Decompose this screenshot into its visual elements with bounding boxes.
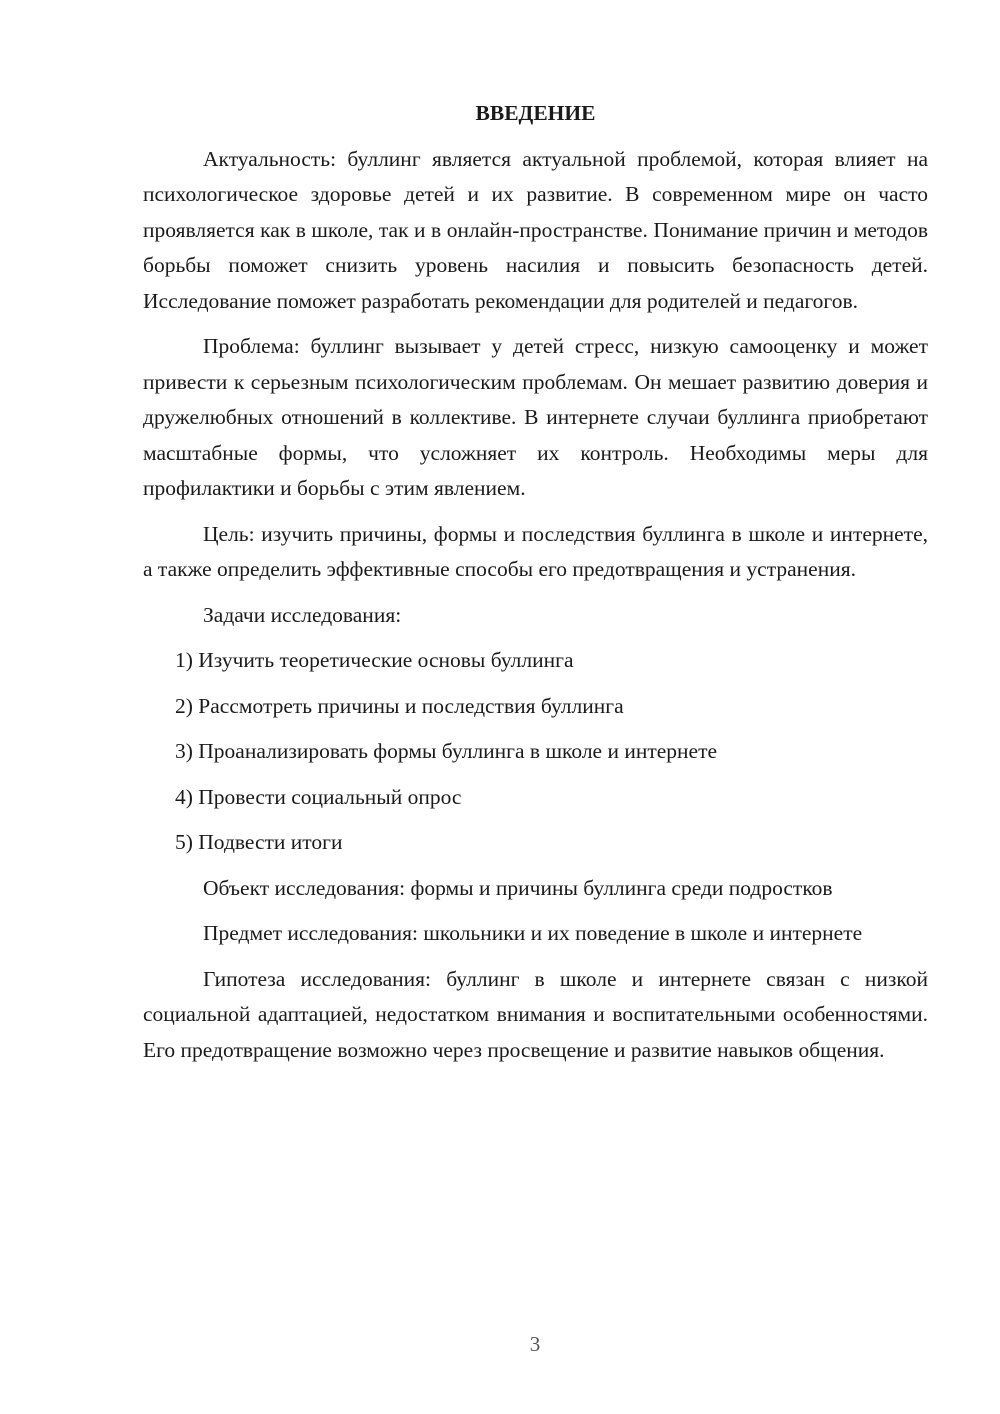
list-item: 5) Подвести итоги	[175, 830, 343, 854]
list-item: 2) Рассмотреть причины и последствия буллинга	[175, 693, 624, 718]
paragraph-subject: Предмет исследования: школьники и их поведение в школе и интернете	[203, 921, 863, 945]
list-item: 4) Провести социальный опрос	[175, 784, 462, 809]
list-item: 1) Изучить теоретические основы буллинга	[175, 648, 574, 672]
paragraph-hypothesis: Гипотеза исследования: буллинг в школе и интернете связан с низкой социальной адаптацией, недостатком внимания и воспитательными особенностями. Его предотвращение возможно через просвещение и развитие навыков общения.	[143, 966, 928, 1062]
page-number: 3	[529, 1332, 541, 1356]
page-title: ВВЕДЕНИЕ	[475, 101, 596, 125]
page-content	[143, 96, 928, 1078]
tasks-list	[143, 643, 928, 861]
paragraph-goal: Цель: изучить причины, формы и последствия буллинга в школе и интернете, а также определить эффективные способы его предотвращения и устранения.	[143, 521, 928, 581]
paragraph-relevance: Актуальность: буллинг является актуальной проблемой, которая влияет на психологическое здоровье детей и их развитие. В современном мире он часто проявляется как в школе, так и в онлайн-пространстве. Понимание причин и методов борьбы поможет снизить уровень насилия и повысить безопасность детей. Исследование поможет разработать рекомендации для родителей и педагогов.	[143, 146, 928, 313]
paragraph-problem: Проблема: буллинг вызывает у детей стресс, низкую самооценку и может привести к серьезным психологическим проблемам. Он мешает развитию доверия и дружелюбных отношений в коллективе. В интернете случаи буллинга приобретают масштабные формы, что усложняет их контроль. Необходимы меры для профилактики и борьбы с этим явлением.	[143, 334, 928, 500]
tasks-heading: Задачи исследования:	[203, 602, 402, 627]
list-item: 3) Проанализировать формы буллинга в школе и интернете	[175, 739, 718, 763]
paragraph-object: Объект исследования: формы и причины буллинга среди подростков	[203, 875, 833, 900]
